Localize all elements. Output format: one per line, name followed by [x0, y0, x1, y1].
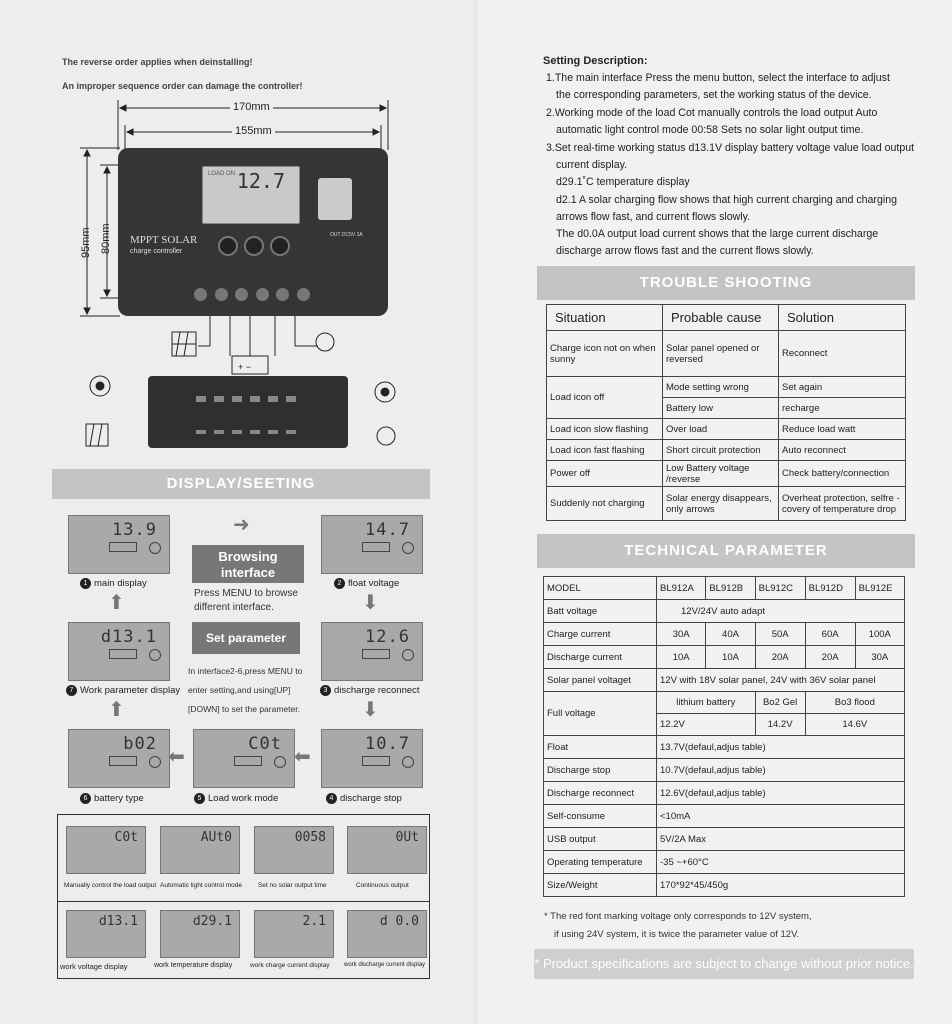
- work-caption-1: work voltage display: [60, 962, 128, 971]
- setting-line: arrows flow fast, and current flows slowly.: [556, 211, 751, 223]
- table-cell: recharge: [779, 398, 906, 419]
- screen-caption-5: 5 Load work mode: [194, 793, 278, 804]
- table-cell: 40A: [706, 623, 755, 646]
- setting-line: discharge arrow flows fast and the current flows slowly.: [556, 245, 814, 257]
- lcd-label: LOAD ON: [208, 171, 236, 177]
- table-cell: 14.6V: [805, 714, 904, 736]
- table-cell: Short circuit protection: [663, 440, 779, 461]
- dim-170: 170mm: [230, 101, 273, 113]
- controller-brand: MPPT SOLAR: [130, 234, 198, 246]
- screen-battery-type: b02: [68, 729, 170, 788]
- screen-caption-7: 7 Work parameter display: [66, 685, 180, 696]
- usb-port: [318, 178, 352, 220]
- table-cell: Load icon fast flashing: [547, 440, 663, 461]
- table-cell: BL912A: [657, 577, 706, 600]
- table-cell: Solar panel opened or reversed: [663, 331, 779, 377]
- note-line-2: if using 24V system, it is twice the parameter value of 12V.: [554, 929, 800, 940]
- table-cell: Mode setting wrong: [663, 377, 779, 398]
- arrow-left-icon: ⬅: [294, 746, 311, 768]
- work-screen-4: d 0.0: [347, 910, 427, 958]
- usb-label: OUT DC5V 1A: [330, 232, 363, 238]
- setting-line: 2.Working mode of the load Cot manually controls the load output Auto: [546, 107, 878, 119]
- mode-screen-2: AUt0: [160, 826, 240, 874]
- table-cell: Float: [544, 736, 657, 759]
- screen-discharge-reconnect: 12.6: [321, 622, 423, 681]
- dim-95: 95mm: [80, 227, 92, 258]
- table-cell: lithium battery: [657, 692, 756, 714]
- arrow-down-icon: ⬇: [362, 592, 379, 614]
- table-cell: Operating temperature: [544, 851, 657, 874]
- table-cell: Suddenly not charging: [547, 487, 663, 521]
- set-desc: In interface2-6,press MENU to enter setting,and using[UP] [DOWN] to set the parameter.: [188, 666, 303, 714]
- arrow-up-icon: ⬆: [108, 699, 125, 721]
- browse-title: Browsing interface: [192, 545, 304, 583]
- table-cell: Load icon slow flashing: [547, 419, 663, 440]
- table-cell: <10mA: [657, 805, 905, 828]
- mode-caption-4: Continuous output: [356, 882, 409, 889]
- work-screen-3: 2.1: [254, 910, 334, 958]
- table-cell: 30A: [657, 623, 706, 646]
- setting-line: automatic light control mode 00:58 Sets no solar light output time.: [556, 124, 864, 136]
- dim-80: 80mm: [100, 223, 112, 254]
- arrow-up-icon: ⬆: [108, 592, 125, 614]
- work-caption-2: work temperature display: [154, 962, 233, 969]
- table-cell: 5V/2A Max: [657, 828, 905, 851]
- notice-banner: * Product specifications are subject to change without prior notice.: [534, 949, 914, 979]
- tech-table: [543, 576, 905, 897]
- table-cell: 10A: [657, 646, 706, 669]
- setting-line: 3.Set real-time working status d13.1V display battery voltage value load output: [546, 142, 915, 154]
- table-cell: 30A: [855, 646, 904, 669]
- th-situation: Situation: [547, 305, 663, 331]
- th-solution: Solution: [779, 305, 906, 331]
- table-cell: Load icon off: [547, 377, 663, 419]
- table-cell: Discharge current: [544, 646, 657, 669]
- screen-discharge-stop: 10.7: [321, 729, 423, 788]
- screen-caption-6: 6 battery type: [80, 793, 144, 804]
- mode-caption-3: Set no solar output time: [258, 882, 327, 889]
- table-cell: Reconnect: [779, 331, 906, 377]
- table-cell: Full voltage: [544, 692, 657, 736]
- controller-image: [118, 148, 388, 316]
- table-cell: Self-consume: [544, 805, 657, 828]
- tech-title: TECHNICAL PARAMETER: [537, 534, 915, 568]
- table-cell: Over load: [663, 419, 779, 440]
- table-cell: Low Battery voltage /reverse: [663, 461, 779, 487]
- screen-load-work-mode: C0t: [193, 729, 295, 788]
- note-line-1: * The red font marking voltage only corresponds to 12V system,: [544, 911, 812, 922]
- work-caption-3: work charge current display: [250, 962, 330, 969]
- setting-line: d2.1 A solar charging flow shows that high current charging and charging: [556, 194, 897, 206]
- table-cell: Charge icon not on when sunny: [547, 331, 663, 377]
- browse-desc: Press MENU to browse different interface.: [194, 588, 298, 613]
- table-cell: Discharge reconnect: [544, 782, 657, 805]
- svg-text:+ −: + −: [238, 362, 252, 372]
- table-cell: USB output: [544, 828, 657, 851]
- table-cell: 10.7V(defaul,adjus table): [657, 759, 905, 782]
- arrow-left-icon: ⬅: [168, 746, 185, 768]
- table-cell: Solar panel voltaget: [544, 669, 657, 692]
- table-cell: Overheat protection, selfre -covery of temperature drop: [779, 487, 906, 521]
- mode-screen-4: 0Ut: [347, 826, 427, 874]
- setting-line: the corresponding parameters, set the working status of the device.: [556, 89, 872, 101]
- mode-screen-3: 0058: [254, 826, 334, 874]
- table-cell: 10A: [706, 646, 755, 669]
- terminal-row: [194, 284, 310, 306]
- screen-caption-1: 1 main display: [80, 578, 147, 589]
- table-cell: 170*92*45/450g: [657, 874, 905, 897]
- table-cell: Bo3 flood: [805, 692, 904, 714]
- set-title: Set parameter: [192, 622, 300, 654]
- lcd-value: 12.7: [236, 169, 285, 193]
- screen-caption-4: 4 discharge stop: [326, 793, 402, 804]
- setting-title: Setting Description:: [543, 55, 648, 67]
- table-cell: Check battery/connection: [779, 461, 906, 487]
- table-cell: 14.2V: [755, 714, 805, 736]
- table-cell: 50A: [755, 623, 805, 646]
- table-cell: BL912E: [855, 577, 904, 600]
- table-cell: Auto reconnect: [779, 440, 906, 461]
- warning-line-1: The reverse order applies when deinstalling!: [62, 57, 253, 67]
- warning-line-2: An improper sequence order can damage the controller!: [62, 81, 303, 91]
- screen-main-display: 13.9: [68, 515, 170, 574]
- work-screen-2: d29.1: [160, 910, 240, 958]
- table-cell: BL912D: [805, 577, 855, 600]
- table-cell: 20A: [755, 646, 805, 669]
- table-cell: 20A: [805, 646, 855, 669]
- table-cell: Power off: [547, 461, 663, 487]
- table-cell: Set again: [779, 377, 906, 398]
- dim-155: 155mm: [232, 125, 275, 137]
- mode-caption-2: Automatic light control mode: [160, 882, 243, 889]
- table-cell: Discharge stop: [544, 759, 657, 782]
- display-section-title: DISPLAY/SEETING: [52, 469, 430, 499]
- table-cell: Batt voltage: [544, 600, 657, 623]
- table-cell: Size/Weight: [544, 874, 657, 897]
- screen-work-parameter: d13.1: [68, 622, 170, 681]
- arrow-right-icon: ➜: [233, 514, 250, 536]
- controller-subtitle: charge controller: [130, 248, 183, 255]
- table-cell: 12.6V(defaul,adjus table): [657, 782, 905, 805]
- setting-line: current display.: [556, 159, 628, 171]
- th-cause: Probable cause: [663, 305, 779, 331]
- table-cell: Solar energy disappears, only arrows: [663, 487, 779, 521]
- table-cell: BL912B: [706, 577, 755, 600]
- table-cell: Reduce load watt: [779, 419, 906, 440]
- up-button[interactable]: [244, 236, 264, 256]
- screen-caption-3: 3 discharge reconnect: [320, 685, 420, 696]
- screen-caption-2: 2 float voltage: [334, 578, 399, 589]
- arrow-down-icon: ⬇: [362, 699, 379, 721]
- setting-line: 1.The main interface Press the menu button, select the interface to adjust: [546, 72, 890, 84]
- work-caption-4: work discharge current display: [344, 962, 426, 968]
- table-cell: 12.2V: [657, 714, 756, 736]
- setting-line: The d0.0A output load current shows that the large current discharge: [556, 228, 879, 240]
- menu-button[interactable]: [218, 236, 238, 256]
- table-cell: 12V with 18V solar panel, 24V with 36V solar panel: [657, 669, 905, 692]
- table-cell: BL912C: [755, 577, 805, 600]
- wiring-diagram: [0, 316, 475, 466]
- setting-line: d29.1˚C temperature display: [556, 176, 690, 188]
- table-cell: 100A: [855, 623, 904, 646]
- screen-float-voltage: 14.7: [321, 515, 423, 574]
- table-cell: Charge current: [544, 623, 657, 646]
- trouble-title: TROUBLE SHOOTING: [537, 266, 915, 300]
- mode-screen-1: C0t: [66, 826, 146, 874]
- table-cell: 13.7V(defaul,adjus table): [657, 736, 905, 759]
- table-cell: Battery low: [663, 398, 779, 419]
- down-button[interactable]: [270, 236, 290, 256]
- controller-lcd: [202, 166, 300, 224]
- table-cell: 60A: [805, 623, 855, 646]
- trouble-table: [546, 304, 906, 521]
- table-cell: Bo2 Gel: [755, 692, 805, 714]
- table-cell: -35 ~+60°C: [657, 851, 905, 874]
- table-cell: 12V/24V auto adapt: [657, 600, 905, 623]
- mode-caption-1: Manually control the load output: [64, 882, 157, 889]
- work-screen-1: d13.1: [66, 910, 146, 958]
- table-cell: MODEL: [544, 577, 657, 600]
